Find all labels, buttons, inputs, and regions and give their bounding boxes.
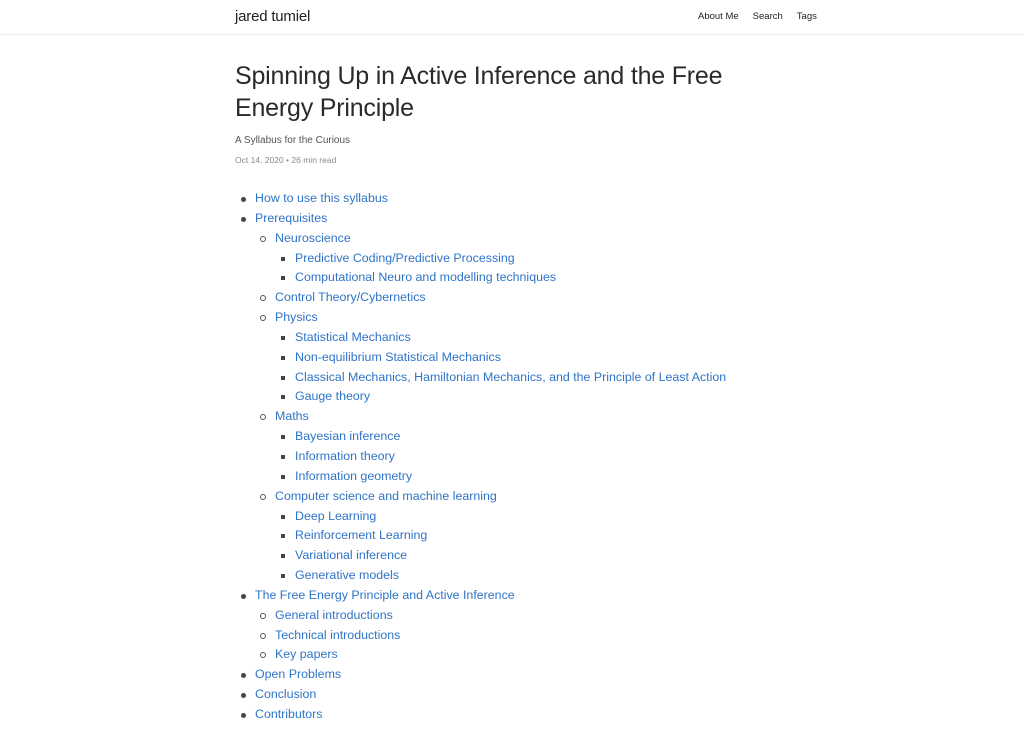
toc-link-gauge-theory[interactable]: Gauge theory [295, 389, 371, 404]
toc-link-information-theory[interactable]: Information theory [295, 448, 395, 463]
toc-sublist [275, 507, 795, 586]
toc-item [275, 368, 795, 388]
toc-link-variational-inference[interactable]: Variational inference [295, 548, 408, 563]
meta-separator: • [286, 155, 290, 165]
toc-link-conclusion[interactable]: Conclusion [255, 687, 317, 702]
nav-search[interactable]: Search [752, 11, 783, 22]
toc-item [255, 308, 795, 407]
toc-item [235, 209, 795, 586]
toc-link-fep[interactable]: The Free Energy Principle and Active Inference [255, 587, 515, 602]
toc-sublist [255, 229, 795, 586]
toc-item [275, 546, 795, 566]
toc-link-prerequisites[interactable]: Prerequisites [255, 210, 328, 225]
toc-link-generative-models[interactable]: Generative models [295, 568, 399, 583]
toc-link-predictive-coding[interactable]: Predictive Coding/Predictive Processing [295, 250, 515, 265]
toc-link-neuroscience[interactable]: Neuroscience [275, 230, 351, 245]
toc-link-information-geometry[interactable]: Information geometry [295, 468, 413, 483]
post-content [235, 60, 795, 725]
toc-item [255, 606, 795, 626]
toc-item [275, 447, 795, 467]
toc-link-control-theory[interactable]: Control Theory/Cybernetics [275, 290, 426, 305]
post-read-time: 26 min read [291, 155, 337, 165]
toc-link-key-papers[interactable]: Key papers [275, 647, 338, 662]
toc-item [275, 348, 795, 368]
toc-link-physics[interactable]: Physics [275, 310, 318, 325]
post-meta [235, 155, 795, 165]
toc-link-cs-ml[interactable]: Computer science and machine learning [275, 488, 497, 503]
nav-links [698, 11, 817, 22]
toc-item [275, 328, 795, 348]
toc-item [255, 626, 795, 646]
toc-link-reinforcement-learning[interactable]: Reinforcement Learning [295, 528, 428, 543]
toc-item [275, 268, 795, 288]
toc-sublist [275, 249, 795, 289]
toc-item [235, 586, 795, 665]
post-date: Oct 14, 2020 [235, 155, 284, 165]
toc-link-statistical-mechanics[interactable]: Statistical Mechanics [295, 329, 411, 344]
toc-item [255, 288, 795, 308]
toc-item [275, 387, 795, 407]
toc-link-open-problems[interactable]: Open Problems [255, 667, 342, 682]
toc-sublist [275, 427, 795, 487]
toc-link-general-introductions[interactable]: General introductions [275, 607, 393, 622]
toc-link-bayesian-inference[interactable]: Bayesian inference [295, 429, 401, 444]
toc-item [255, 645, 795, 665]
post-title: Spinning Up in Active Inference and the Free Energy Principle [235, 62, 723, 122]
toc-item [235, 665, 795, 685]
table-of-contents [235, 189, 795, 725]
toc-link-contributors[interactable]: Contributors [255, 706, 323, 721]
toc-list [235, 189, 795, 725]
toc-item [275, 467, 795, 487]
toc-item [275, 427, 795, 447]
toc-item [275, 566, 795, 586]
toc-link-maths[interactable]: Maths [275, 409, 309, 424]
toc-item [275, 526, 795, 546]
toc-item [235, 189, 795, 209]
post-subtitle: A Syllabus for the Curious [235, 135, 351, 146]
toc-item [235, 705, 795, 725]
toc-sublist [255, 606, 795, 666]
toc-link-non-equilibrium[interactable]: Non-equilibrium Statistical Mechanics [295, 349, 501, 364]
toc-item [255, 407, 795, 486]
toc-link-how-to-use[interactable]: How to use this syllabus [255, 191, 388, 205]
toc-item [255, 487, 795, 586]
nav-tags[interactable]: Tags [796, 11, 817, 22]
toc-item [275, 507, 795, 527]
toc-sublist [275, 328, 795, 407]
toc-item [235, 685, 795, 705]
toc-link-classical-mechanics[interactable]: Classical Mechanics, Hamiltonian Mechanics, and the Principle of Least Action [295, 369, 727, 384]
toc-link-computational-neuro[interactable]: Computational Neuro and modelling techniques [295, 270, 557, 285]
toc-link-technical-introductions[interactable]: Technical introductions [275, 627, 401, 642]
toc-item [275, 249, 795, 269]
toc-link-deep-learning[interactable]: Deep Learning [295, 508, 377, 523]
top-navbar [0, 0, 1024, 35]
site-brand-link[interactable]: jared tumiel [235, 8, 311, 25]
toc-item [255, 229, 795, 289]
nav-about-me[interactable]: About Me [698, 11, 739, 22]
